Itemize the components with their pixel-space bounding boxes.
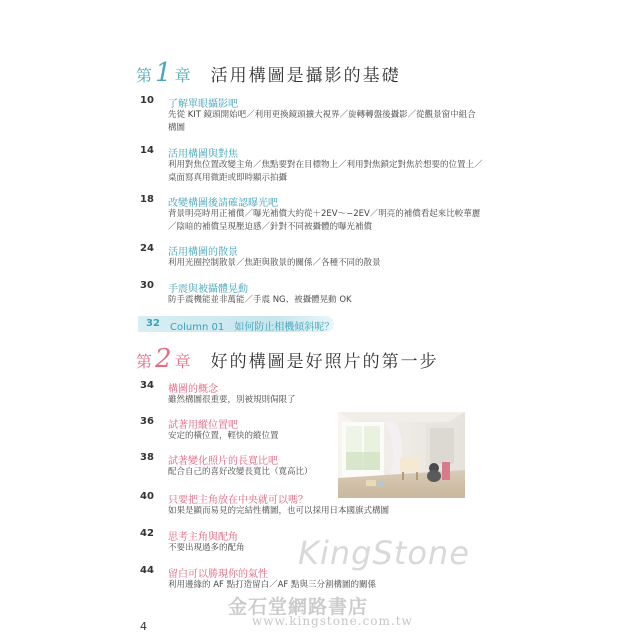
entry-description: 不要出現過多的配角 (168, 543, 245, 553)
entry-page-number: 18 (140, 194, 154, 205)
column-page-number: 32 (146, 318, 160, 329)
entry-title: 試著用縱位置吧 (168, 420, 238, 431)
watermark-chinese: 金石堂網路書店 (228, 596, 369, 618)
entry-title: 了解單眼攝影吧 (168, 99, 238, 110)
entry-title: 試著變化照片的長寬比吧 (168, 456, 278, 467)
chapter-1-prefix: 第 (136, 66, 153, 85)
entry-page-number: 36 (140, 416, 154, 427)
entry-title: 活用構圖的散景 (168, 247, 238, 258)
chapter-2-title: 好的構圖是好照片的第一步 (210, 352, 439, 372)
chapter-1-title: 活用構圖是攝影的基礎 (210, 66, 401, 86)
entry-page-number: 34 (140, 380, 154, 391)
entry-title: 活用構圖與對焦 (168, 149, 238, 160)
entry-description: 雖然構圖很重要，別被規則侷限了 (168, 395, 296, 405)
entry-page-number: 42 (140, 528, 154, 539)
entry-title: 構圖的概念 (168, 384, 218, 395)
chapter-1-number: 1 (155, 58, 172, 88)
entry-description: 配合自己的喜好改變長寬比（寬高比） (168, 467, 313, 477)
column-title: Column 01 如何防止相機傾斜呢？ (170, 322, 335, 333)
entry-description: 利用邊緣的 AF 點打造留白／AF 點與三分割構圖的關係 (168, 580, 377, 590)
entry-page-number: 38 (140, 452, 154, 463)
entry-page-number: 10 (140, 95, 154, 106)
entry-title: 只要把主角放在中央就可以嗎？ (168, 495, 308, 506)
page-number: 4 (140, 620, 147, 633)
entry-description: 利用光圈控制散景／焦距與散景的關係／各種不同的散景 (168, 258, 381, 268)
chapter-2-prefix: 第 (136, 352, 153, 371)
entry-title: 留白可以勝現你的氣性 (168, 569, 268, 580)
entry-description: 防手震機能並非萬能／手震 NG、被攝體晃動 OK (168, 295, 352, 305)
room-photo (338, 412, 465, 498)
entry-page-number: 40 (140, 491, 154, 502)
chapter-2-heading (136, 346, 439, 372)
entry-description: 利用對焦位置改變主角／焦點要對在目標物上／利用對焦鎖定對焦於想要的位置上／桌面寫真用微距或即時顯示拍攝 (168, 160, 483, 183)
entry-page-number: 30 (140, 280, 154, 291)
chapter-2-number: 2 (155, 344, 172, 374)
entry-page-number: 14 (140, 145, 154, 156)
entry-title: 思考主角與配角 (168, 532, 238, 543)
entry-page-number: 44 (140, 565, 154, 576)
watermark-url: www.kingstone.com.tw (252, 614, 413, 628)
entry-description: 安定的橫位置，輕快的縱位置 (168, 431, 279, 441)
entry-description: 先從 KIT 鏡頭開始吧／利用更換鏡頭擴大視界／旋轉轉盤後攝影／從觀景窗中組合構圖 (168, 110, 476, 133)
entry-title: 改變構圖後請確認曝光吧 (168, 198, 278, 209)
chapter-2-suffix: 章 (174, 352, 191, 371)
watermark-brand: KingStone (298, 534, 470, 572)
entry-title: 手震與被攝體晃動 (168, 284, 248, 295)
entry-description: 如果是顯而易見的完結性構圖，也可以採用日本國旗式構圖 (168, 506, 390, 516)
column-entry[interactable] (138, 316, 334, 332)
chapter-1-heading (136, 60, 401, 86)
entry-page-number: 24 (140, 243, 154, 254)
entry-description: 背景明亮時用正補償／曝光補償大約從＋2EV〜−2EV／明亮的補償看起來比較華麗／陰暗的補償呈現壓迫感／針對不同被攝體的曝光補償 (168, 209, 481, 232)
chapter-1-suffix: 章 (174, 66, 191, 85)
